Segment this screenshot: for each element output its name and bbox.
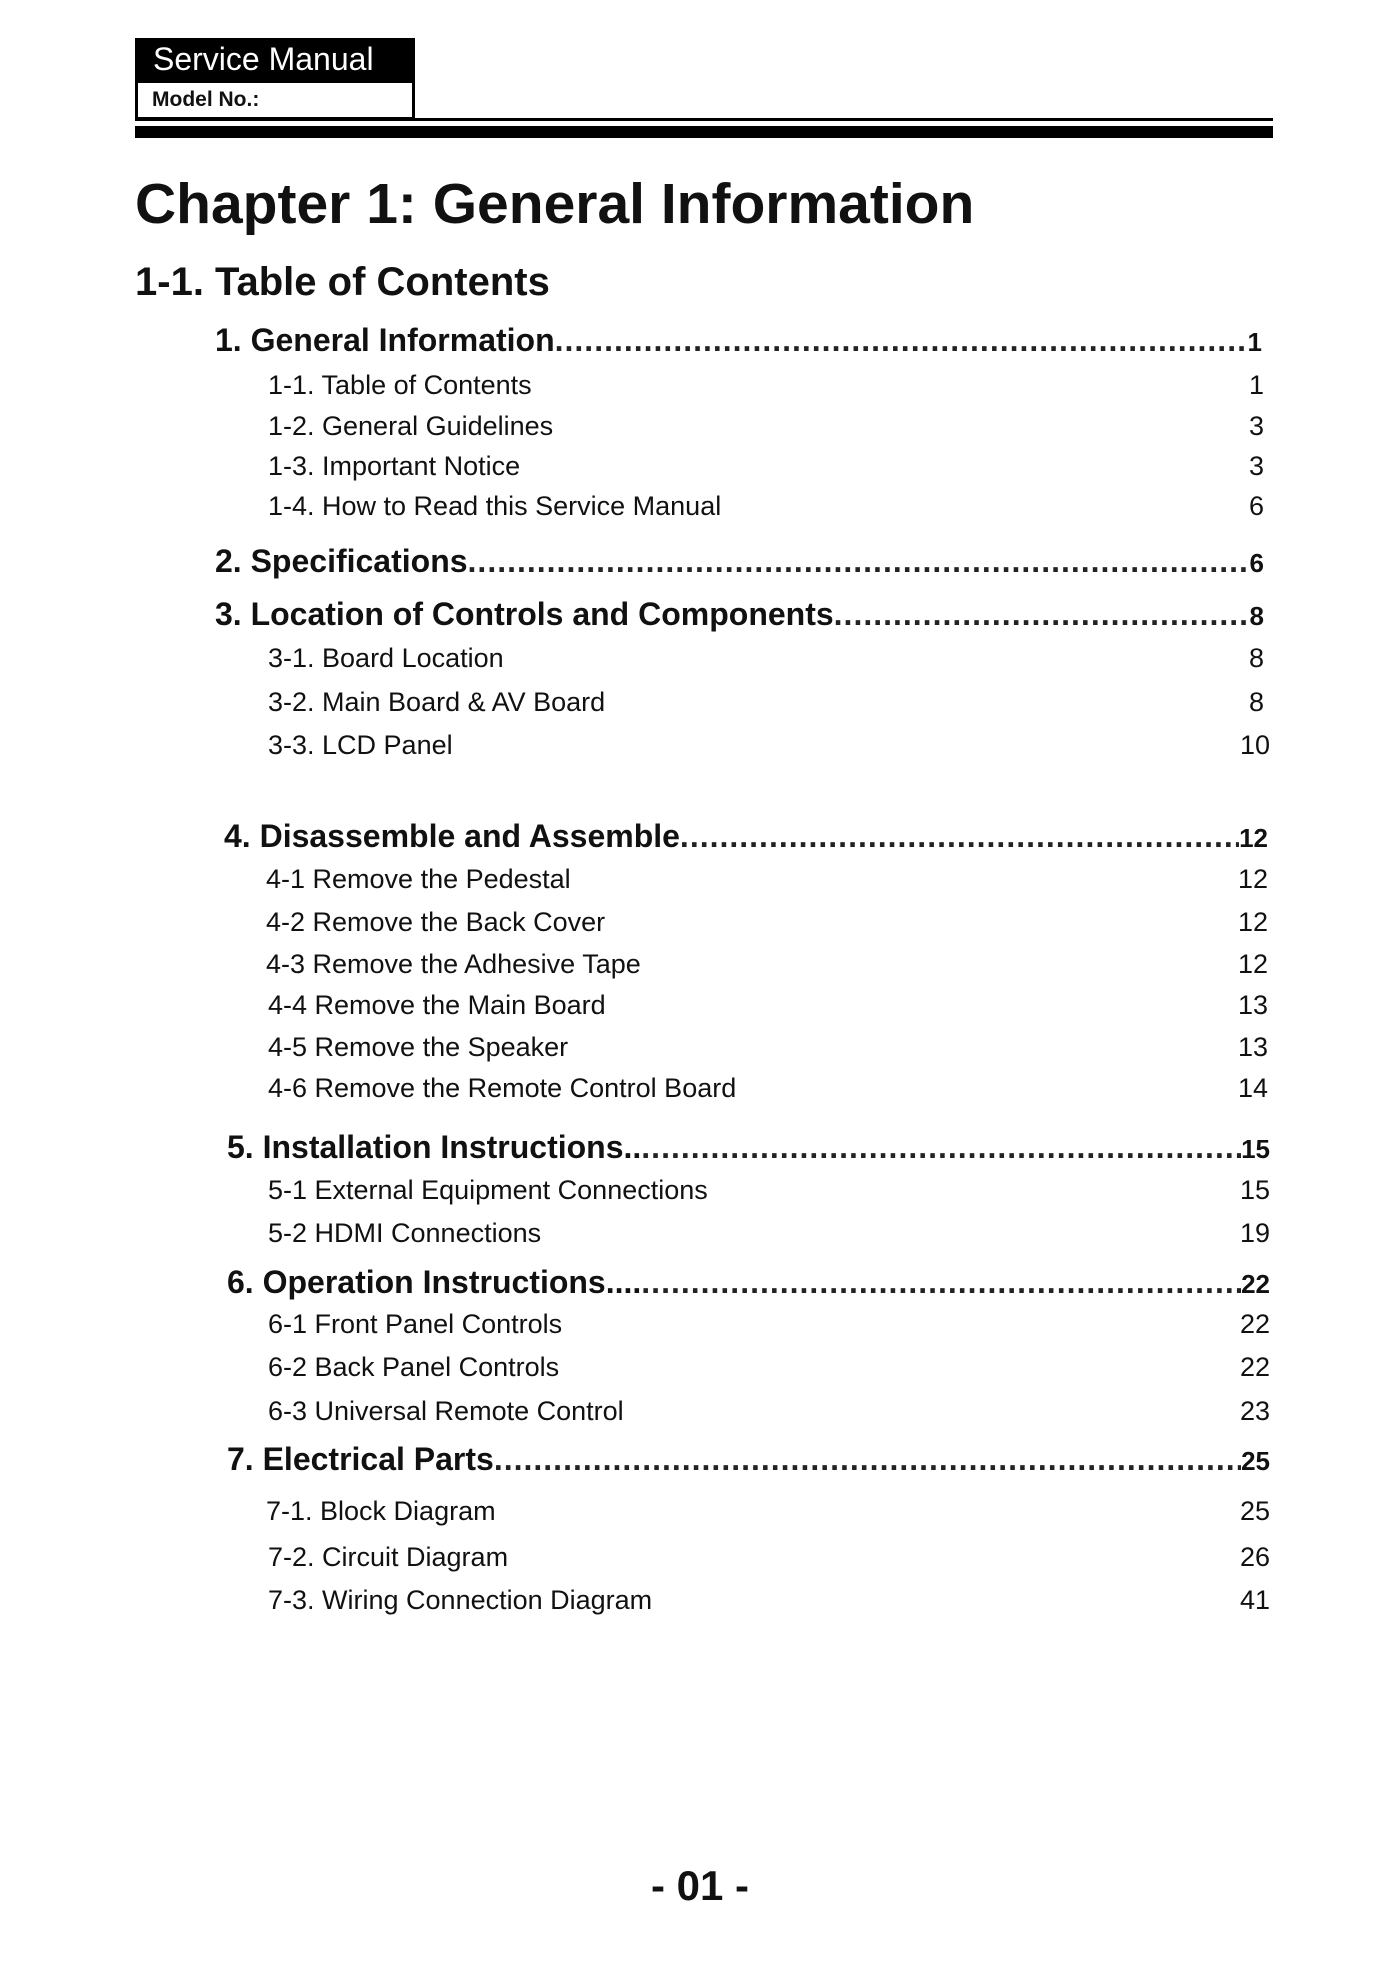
- toc-subsection: [268, 451, 1264, 482]
- chapter-title: Chapter 1: General Information: [135, 172, 975, 236]
- header-box: [135, 38, 415, 120]
- toc-entry-label: 6-1 Front Panel Controls: [268, 1309, 563, 1339]
- toc-subsection: [268, 1032, 1268, 1063]
- toc-page-number: 6: [1249, 548, 1264, 578]
- toc-leader-dots: [641, 1264, 1241, 1301]
- toc-entry-label: 4. Disassemble and Assemble: [224, 818, 680, 854]
- toc-subsection: [268, 411, 1264, 442]
- toc-entry-label: 6-3 Universal Remote Control: [268, 1396, 624, 1426]
- toc-entry-label: 3-2. Main Board & AV Board: [268, 687, 606, 717]
- toc-page-number: 1: [1247, 327, 1262, 357]
- toc-subsection: [268, 687, 1264, 718]
- toc-leader-dots: [468, 543, 1250, 580]
- toc-subsection: [268, 990, 1268, 1021]
- toc-page-number: 8: [1249, 601, 1264, 631]
- toc-subsection: [268, 730, 1270, 761]
- toc-page-number: 22: [1241, 1269, 1270, 1299]
- toc-entry-label: 5-2 HDMI Connections: [268, 1218, 542, 1248]
- toc-subsection: [266, 949, 1268, 980]
- toc-leader-dots: [494, 1441, 1241, 1478]
- toc-entry-label: 4-3 Remove the Adhesive Tape: [266, 949, 641, 979]
- toc-leader-dots: [641, 1129, 1241, 1166]
- toc-subsection: [268, 1073, 1268, 1104]
- toc-subsection: [268, 1175, 1270, 1206]
- toc-leader-dots: [834, 596, 1250, 633]
- toc-page-number: 25: [1239, 1496, 1270, 1526]
- toc-entry-label: 5-1 External Equipment Connections: [268, 1175, 708, 1205]
- toc-leader-dots: [555, 322, 1248, 359]
- toc-entry-label: 3. Location of Controls and Components: [215, 596, 834, 632]
- toc-page-number: 12: [1237, 864, 1268, 894]
- toc-subsection: [268, 1218, 1270, 1249]
- toc-entry-label: 7. Electrical Parts: [227, 1441, 494, 1477]
- toc-subsection: [268, 370, 1264, 401]
- toc-subsection: [268, 1542, 1270, 1573]
- toc-page-number: 8: [1248, 687, 1264, 717]
- toc-entry-label: 4-1 Remove the Pedestal: [266, 864, 571, 894]
- toc-section: [227, 1264, 1270, 1301]
- toc-subsection: [268, 1585, 1270, 1616]
- toc-page-number: 12: [1239, 823, 1268, 853]
- toc-page-number: 3: [1248, 451, 1264, 481]
- toc-subsection: [266, 864, 1268, 895]
- toc-page-number: 23: [1239, 1396, 1270, 1426]
- toc-entry-label: 6-2 Back Panel Controls: [268, 1352, 560, 1382]
- toc-page-number: 6: [1248, 491, 1264, 521]
- header-rule-thin: [135, 118, 1273, 121]
- toc-entry-label: 3-1. Board Location: [268, 643, 504, 673]
- toc-page-number: 13: [1237, 990, 1268, 1020]
- toc-section: [224, 818, 1268, 855]
- toc-subsection: [268, 491, 1264, 522]
- toc-leader-dots: [680, 818, 1239, 855]
- toc-entry-label: 7-3. Wiring Connection Diagram: [268, 1585, 653, 1615]
- toc-page-number: 22: [1239, 1309, 1270, 1339]
- toc-section: [215, 322, 1262, 359]
- toc-subsection: [268, 1396, 1270, 1427]
- section-title: 1-1. Table of Contents: [135, 260, 550, 304]
- toc-page-number: 15: [1239, 1175, 1270, 1205]
- toc-entry-label: 4-5 Remove the Speaker: [268, 1032, 569, 1062]
- toc-page-number: 1: [1248, 370, 1264, 400]
- toc-entry-label: 3-3. LCD Panel: [268, 730, 453, 760]
- model-number-label: Model No.:: [135, 80, 415, 120]
- toc-page-number: 14: [1237, 1073, 1268, 1103]
- toc-entry-label: 5. Installation Instructions..: [227, 1129, 642, 1165]
- toc-entry-label: 7-1. Block Diagram: [266, 1496, 496, 1526]
- toc-page-number: 41: [1239, 1585, 1270, 1615]
- toc-entry-label: 1-1. Table of Contents: [268, 370, 532, 400]
- toc-section: [227, 1129, 1270, 1166]
- toc-entry-label: 4-2 Remove the Back Cover: [266, 907, 606, 937]
- toc-subsection: [268, 1309, 1270, 1340]
- toc-page-number: 19: [1239, 1218, 1270, 1248]
- toc-entry-label: 6. Operation Instructions....: [227, 1264, 642, 1300]
- toc-subsection: [266, 907, 1268, 938]
- toc-subsection: [268, 643, 1264, 674]
- toc-section: [227, 1441, 1270, 1478]
- toc-section: [215, 596, 1264, 633]
- toc-entry-label: 1. General Information: [215, 322, 555, 358]
- toc-page-number: 10: [1239, 730, 1270, 760]
- page-number: - 01 -: [650, 1862, 750, 1909]
- toc-page-number: 26: [1239, 1542, 1270, 1572]
- toc-entry-label: 4-6 Remove the Remote Control Board: [268, 1073, 737, 1103]
- toc-page-number: 25: [1241, 1446, 1270, 1476]
- manual-title: Service Manual: [135, 38, 415, 80]
- toc-page-number: 22: [1239, 1352, 1270, 1382]
- toc-entry-label: 4-4 Remove the Main Board: [268, 990, 606, 1020]
- toc-page-number: 3: [1248, 411, 1264, 441]
- toc-page-number: 12: [1237, 907, 1268, 937]
- toc-subsection: [268, 1352, 1270, 1383]
- toc-entry-label: 1-2. General Guidelines: [268, 411, 554, 441]
- toc-entry-label: 1-4. How to Read this Service Manual: [268, 491, 722, 521]
- toc-page-number: 8: [1248, 643, 1264, 673]
- toc-entry-label: 2. Specifications: [215, 543, 468, 579]
- toc-section: [215, 543, 1264, 580]
- toc-entry-label: 1-3. Important Notice: [268, 451, 521, 481]
- toc-page-number: 13: [1237, 1032, 1268, 1062]
- toc-subsection: [266, 1496, 1270, 1527]
- header-rule-thick: [135, 126, 1273, 138]
- toc-page-number: 12: [1237, 949, 1268, 979]
- toc-page-number: 15: [1241, 1134, 1270, 1164]
- toc-entry-label: 7-2. Circuit Diagram: [268, 1542, 509, 1572]
